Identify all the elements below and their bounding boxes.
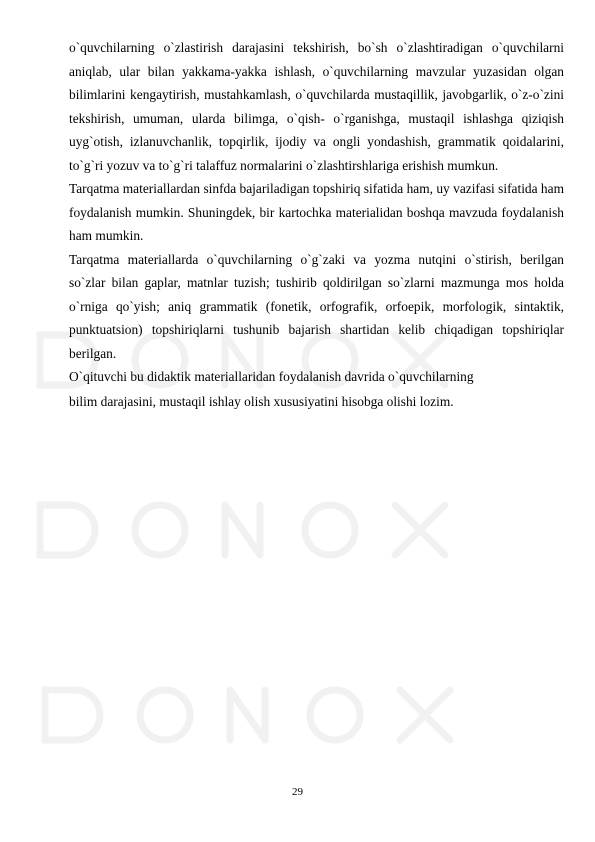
paragraph-3: Tarqatma materiallarda o`quvchilarning o`g`zaki va yozma nutqini o`stirish, berilgan so`zlar bilan gaplar, matnlar tuzish; tushirib qoldirilgan so`zlarni mazmunga mos holda o`rniga qo`yish; aniq grammatik (fonetik, orfografik, orfoepik, morfologik, sintaktik, punktuatsion) topshiriqlarni tushunib bajarish shartidan kelib chiqadigan topshiriqlar berilgan.	[69, 251, 564, 361]
watermark-logo-1	[40, 505, 445, 555]
paragraph-1: o`quvchilarning o`zlastirish darajasini tekshirish, bo`sh o`zlashtiradigan o`quvchilarni aniqlab, ular bilan yakkama-yakka ishlash, o`quvchilarning mavzular yuzasidan olgan bilimlarini kengaytirish, mustahkamlash, o`quvchilarda mustaqillik, javobgarlik, o`z-o`zini tekshirish, umuman, ularda bilimga, o`qish- o`rganishga, mustaqil ishlashga qiziqish uyg`otish, izlanuvchanlik, topqirlik, ijodiy va ongli yondashish, grammatik qoidalarini, to`g`ri yozuv va to`g`ri talaffuz normalarini o`zlashtirshlariga erishish mumkun.	[69, 40, 564, 173]
page-number: 29	[292, 786, 303, 798]
paragraph-2: Tarqatma materiallardan sinfda bajariladigan topshiriq sifatida ham, uy vazifasi sifatida ham foydalanish mumkin. Shuningdek, bir kartochka materialidan boshqa mavzuda foydalanish ham mumkin.	[69, 181, 564, 243]
watermark-logo-2	[45, 690, 450, 740]
body-text	[69, 36, 564, 414]
paragraph-4: O`qituvchi bu didaktik materiallaridan foydalanish davrida o`quvchilarning	[69, 369, 474, 384]
paragraph-5: bilim darajasini, mustaqil ishlay olish xususiyatini hisobga olishi lozim.	[69, 393, 454, 409]
